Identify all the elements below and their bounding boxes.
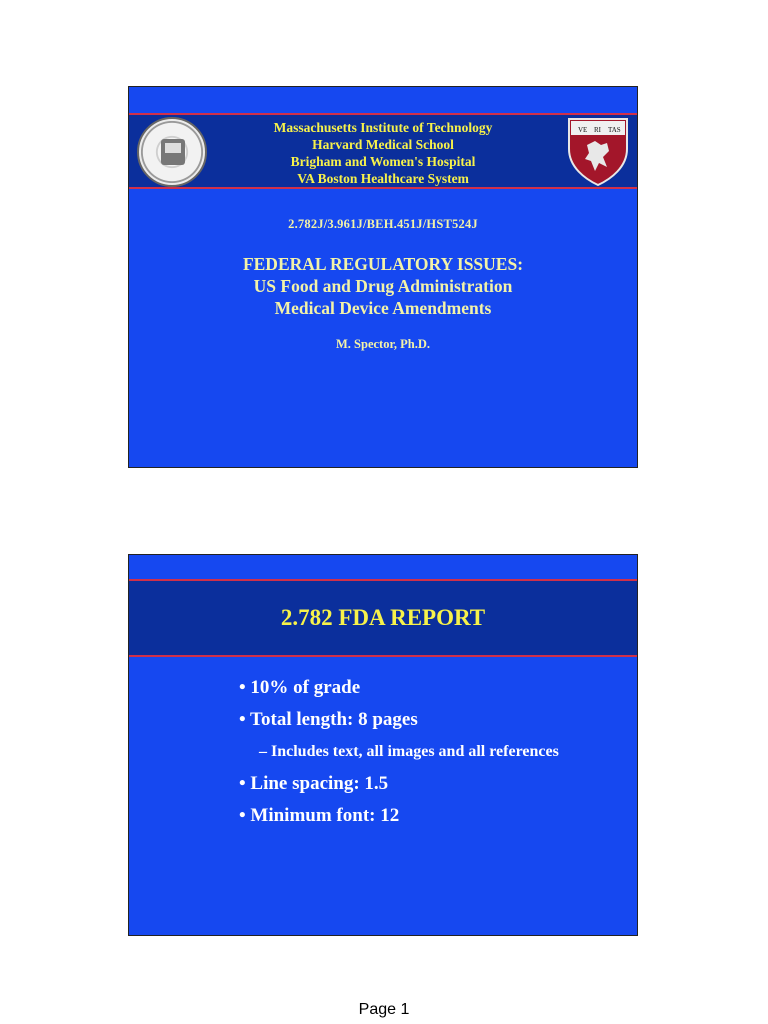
slide-2 bbox=[128, 554, 638, 936]
title-line: FEDERAL REGULATORY ISSUES: bbox=[242, 254, 524, 274]
title-line: Medical Device Amendments bbox=[274, 298, 492, 318]
sub-bullet-item: – Includes text, all images and all references bbox=[259, 743, 559, 760]
institution-line: Harvard Medical School bbox=[312, 137, 454, 152]
shield-letters-1: VE bbox=[578, 126, 588, 134]
institution-line: VA Boston Healthcare System bbox=[297, 171, 469, 186]
institution-line: Massachusetts Institute of Technology bbox=[273, 120, 493, 135]
page-number: Page 1 bbox=[358, 1001, 410, 1018]
shield-letters-2: RI bbox=[594, 126, 601, 134]
shield-letters-3: TAS bbox=[608, 126, 621, 134]
bullet-item: • Line spacing: 1.5 bbox=[239, 773, 389, 794]
title-line: US Food and Drug Administration bbox=[253, 276, 513, 296]
bullet-item: • Minimum font: 12 bbox=[239, 805, 400, 826]
slide-title bbox=[129, 253, 637, 319]
course-code: 2.782J/3.961J/BEH.451J/HST524J bbox=[288, 217, 478, 231]
title-band bbox=[129, 579, 637, 657]
bullet-item: • Total length: 8 pages bbox=[239, 709, 418, 730]
harvard-shield-icon bbox=[565, 115, 631, 187]
bullet-item: • 10% of grade bbox=[239, 677, 361, 698]
slide-title: 2.782 FDA REPORT bbox=[280, 605, 486, 630]
slide-1 bbox=[128, 86, 638, 468]
header-band bbox=[129, 113, 637, 189]
mit-seal-icon bbox=[137, 117, 207, 187]
institution-line: Brigham and Women's Hospital bbox=[290, 154, 476, 169]
bullet-list bbox=[239, 677, 597, 837]
institution-list bbox=[219, 119, 547, 187]
author: M. Spector, Ph.D. bbox=[336, 337, 430, 351]
